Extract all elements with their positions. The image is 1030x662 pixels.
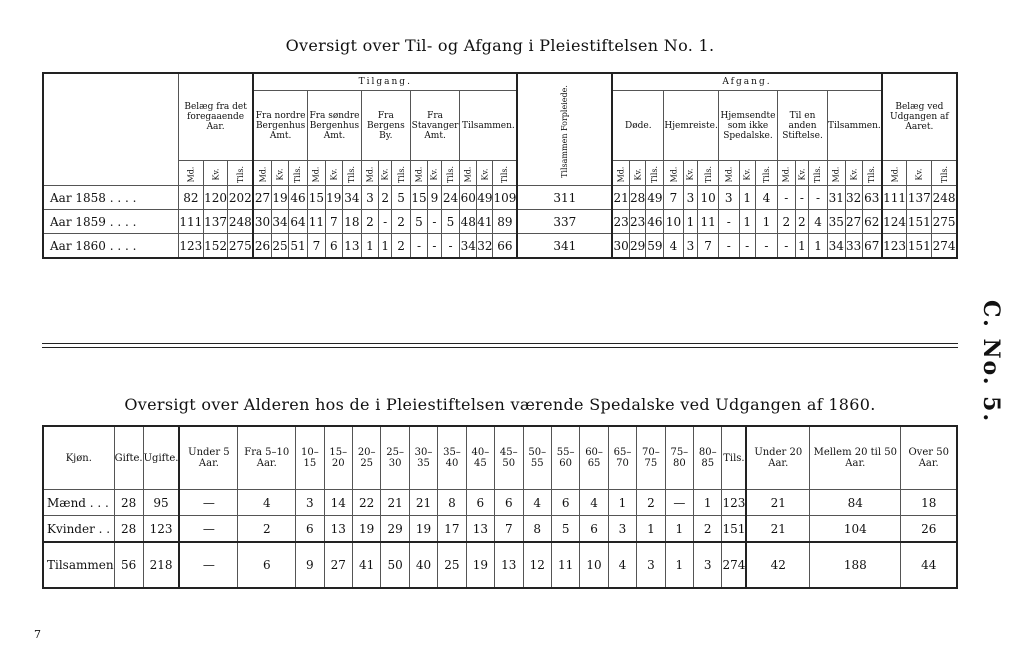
table-cell: 41 bbox=[477, 210, 493, 234]
table-cell: 5 bbox=[410, 210, 427, 234]
table-cell: 27 bbox=[324, 542, 352, 588]
subheader-cell: Kv. bbox=[739, 161, 755, 186]
table-cell: 15 bbox=[308, 186, 326, 210]
table-alder bbox=[42, 425, 958, 589]
table-cell: 21 bbox=[746, 490, 809, 516]
table-cell: 49 bbox=[646, 186, 664, 210]
table-cell: 123 bbox=[882, 234, 907, 259]
table-cell: 120 bbox=[203, 186, 228, 210]
table-cell: 6 bbox=[466, 490, 494, 516]
table-cell: 25 bbox=[271, 234, 288, 259]
table-cell: 10 bbox=[664, 210, 683, 234]
table-cell: 11 bbox=[308, 210, 326, 234]
table-cell: 32 bbox=[477, 234, 493, 259]
table-cell: 89 bbox=[493, 210, 517, 234]
header-til-anden: Til en anden Stiftelse. bbox=[778, 91, 828, 161]
row-label: Kvinder . . bbox=[43, 516, 114, 543]
table1-title: Oversigt over Til- og Afgang i Pleiestiftelsen No. 1. bbox=[285, 36, 715, 55]
subheader-cell: Kv. bbox=[845, 161, 862, 186]
table-cell: 1 bbox=[739, 210, 755, 234]
divider-line bbox=[42, 343, 958, 344]
column-header: Under 5 Aar. bbox=[179, 426, 237, 490]
table-cell: 3 bbox=[683, 234, 698, 259]
table-cell: 34 bbox=[460, 234, 477, 259]
table-cell: 341 bbox=[517, 234, 612, 259]
table-cell: 2 bbox=[379, 186, 392, 210]
table-cell: 6 bbox=[325, 234, 342, 259]
table-cell: 40 bbox=[409, 542, 437, 588]
subheader-cell: Md. bbox=[361, 161, 378, 186]
table-cell: 27 bbox=[845, 210, 862, 234]
table-cell: 82 bbox=[179, 186, 204, 210]
table-cell: 1 bbox=[665, 542, 693, 588]
table-cell: 337 bbox=[517, 210, 612, 234]
table-cell: 15 bbox=[410, 186, 427, 210]
row-label: Aar 1859 . . . . bbox=[43, 210, 179, 234]
table-cell: 66 bbox=[493, 234, 517, 259]
table-cell: 218 bbox=[143, 542, 179, 588]
table-cell: 123 bbox=[143, 516, 179, 543]
table-cell: 4 bbox=[580, 490, 608, 516]
table-cell: 21 bbox=[409, 490, 437, 516]
table-cell: 3 bbox=[683, 186, 698, 210]
subheader-cell: Kv. bbox=[428, 161, 441, 186]
table-cell: 23 bbox=[630, 210, 646, 234]
header-group-tilgang: Tilgang. bbox=[253, 73, 517, 91]
rowlabel-header bbox=[43, 73, 179, 186]
table2-title: Oversigt over Alderen hos de i Pleiestiftelsen værende Spedalske ved Udgangen af 1860. bbox=[124, 395, 876, 414]
table-cell: 2 bbox=[238, 516, 296, 543]
table-cell: 104 bbox=[810, 516, 901, 543]
subheader-cell: Tils. bbox=[698, 161, 719, 186]
subheader-cell: Md. bbox=[718, 161, 739, 186]
table-cell: 4 bbox=[664, 234, 683, 259]
side-label: C. No. 5. bbox=[978, 300, 1004, 424]
table-cell: 30 bbox=[612, 234, 629, 259]
table-cell: 11 bbox=[698, 210, 719, 234]
subheader-cell: Kv. bbox=[325, 161, 342, 186]
table-cell: 1 bbox=[665, 516, 693, 543]
table-cell: 28 bbox=[114, 516, 143, 543]
column-header: 80–85 bbox=[694, 426, 722, 490]
table-cell: 7 bbox=[325, 210, 342, 234]
table-cell: 41 bbox=[352, 542, 380, 588]
table-cell: 95 bbox=[143, 490, 179, 516]
row-label: Aar 1858 . . . . bbox=[43, 186, 179, 210]
row-label: Aar 1860 . . . . bbox=[43, 234, 179, 259]
table-cell: 14 bbox=[324, 490, 352, 516]
table-cell: 6 bbox=[296, 516, 324, 543]
table-cell: 30 bbox=[253, 210, 271, 234]
table-cell: 56 bbox=[114, 542, 143, 588]
table-cell: 31 bbox=[827, 186, 845, 210]
table-cell: 19 bbox=[409, 516, 437, 543]
table-cell: - bbox=[778, 186, 795, 210]
table-cell: - bbox=[755, 234, 777, 259]
table-cell: 18 bbox=[342, 210, 361, 234]
column-header: 15–20 bbox=[324, 426, 352, 490]
column-header: 70–75 bbox=[637, 426, 665, 490]
subheader-cell: Md. bbox=[460, 161, 477, 186]
subheader-cell: Tils. bbox=[809, 161, 828, 186]
subheader-cell: Kv. bbox=[630, 161, 646, 186]
table-cell: 2 bbox=[778, 210, 795, 234]
table-cell: 2 bbox=[694, 516, 722, 543]
header-group-afgang: Afgang. bbox=[612, 73, 882, 91]
table-cell: - bbox=[718, 234, 739, 259]
header-bergens: Fra Bergens By. bbox=[361, 91, 410, 161]
table-cell: 34 bbox=[271, 210, 288, 234]
table-cell: 12 bbox=[523, 542, 551, 588]
table-cell: 18 bbox=[901, 490, 957, 516]
table-cell: 151 bbox=[907, 210, 932, 234]
table-cell: 5 bbox=[551, 516, 579, 543]
subheader-cell: Kv. bbox=[907, 161, 932, 186]
table-cell: - bbox=[410, 234, 427, 259]
header-tilsammen-in: Tilsammen. bbox=[460, 91, 518, 161]
table-cell: 6 bbox=[551, 490, 579, 516]
table-cell: 32 bbox=[845, 186, 862, 210]
page-mark: 7 bbox=[34, 628, 41, 641]
table-row bbox=[43, 516, 957, 543]
table-cell: 27 bbox=[253, 186, 271, 210]
column-header: Tils. bbox=[722, 426, 746, 490]
subheader-cell: Tils. bbox=[228, 161, 253, 186]
header-dode: Døde. bbox=[612, 91, 664, 161]
table-cell: — bbox=[179, 490, 237, 516]
table-cell: 8 bbox=[438, 490, 466, 516]
table-cell: 23 bbox=[612, 210, 629, 234]
table-row bbox=[43, 542, 957, 588]
table-cell: 13 bbox=[466, 516, 494, 543]
table-row bbox=[43, 490, 957, 516]
table-cell: 2 bbox=[795, 210, 809, 234]
subheader-cell: Kv. bbox=[683, 161, 698, 186]
table-cell: 13 bbox=[342, 234, 361, 259]
table-cell: 4 bbox=[523, 490, 551, 516]
column-header: Mellem 20 til 50 Aar. bbox=[810, 426, 901, 490]
table-cell: 123 bbox=[179, 234, 204, 259]
table-cell: 248 bbox=[228, 210, 253, 234]
subheader-cell: Tils. bbox=[932, 161, 957, 186]
table-cell: - bbox=[809, 186, 828, 210]
table-cell: 152 bbox=[203, 234, 228, 259]
subheader-cell: Tils. bbox=[289, 161, 308, 186]
column-header: 25–30 bbox=[381, 426, 409, 490]
header-nordre: Fra nordre Bergenhus Amt. bbox=[253, 91, 307, 161]
table-cell: 42 bbox=[746, 542, 809, 588]
table-cell: 50 bbox=[381, 542, 409, 588]
table-cell: 1 bbox=[361, 234, 378, 259]
subheader-cell: Kv. bbox=[379, 161, 392, 186]
table-cell: 7 bbox=[664, 186, 683, 210]
row-label: Tilsammen bbox=[43, 542, 114, 588]
table-cell: 1 bbox=[755, 210, 777, 234]
subheader-cell: Tils. bbox=[755, 161, 777, 186]
table-cell: 1 bbox=[739, 186, 755, 210]
table-cell: 2 bbox=[361, 210, 378, 234]
table-cell: 111 bbox=[882, 186, 907, 210]
table-cell: 9 bbox=[428, 186, 441, 210]
table-cell: 34 bbox=[342, 186, 361, 210]
table-cell: — bbox=[179, 542, 237, 588]
table-cell: - bbox=[379, 210, 392, 234]
table-cell: 248 bbox=[932, 186, 957, 210]
table-cell: 1 bbox=[683, 210, 698, 234]
table-cell: 6 bbox=[580, 516, 608, 543]
divider-line bbox=[42, 347, 958, 348]
table-cell: 3 bbox=[296, 490, 324, 516]
table-cell: — bbox=[665, 490, 693, 516]
column-header: Under 20 Aar. bbox=[746, 426, 809, 490]
table-cell: 60 bbox=[460, 186, 477, 210]
table-cell: 2 bbox=[637, 490, 665, 516]
header-forpleiede: Tilsammen Forpleiede. bbox=[517, 73, 612, 186]
table-cell: 2 bbox=[392, 234, 410, 259]
subheader-cell: Tils. bbox=[342, 161, 361, 186]
table-cell: 111 bbox=[179, 210, 204, 234]
table-row bbox=[43, 186, 957, 210]
table-cell: 34 bbox=[827, 234, 845, 259]
column-header: 40–45 bbox=[466, 426, 494, 490]
table-cell: 109 bbox=[493, 186, 517, 210]
column-header: Fra 5–10 Aar. bbox=[238, 426, 296, 490]
table-cell: - bbox=[718, 210, 739, 234]
table-cell: 151 bbox=[907, 234, 932, 259]
table-cell: - bbox=[778, 234, 795, 259]
table-cell: 5 bbox=[392, 186, 410, 210]
table-cell: 6 bbox=[495, 490, 523, 516]
table-cell: - bbox=[441, 234, 460, 259]
table-cell: 202 bbox=[228, 186, 253, 210]
table-cell: 26 bbox=[253, 234, 271, 259]
subheader-cell: Md. bbox=[612, 161, 629, 186]
table-cell: 124 bbox=[882, 210, 907, 234]
header-stavanger: Fra Stavanger Amt. bbox=[410, 91, 460, 161]
subheader-cell: Kv. bbox=[477, 161, 493, 186]
table-cell: 7 bbox=[495, 516, 523, 543]
table-cell: 4 bbox=[238, 490, 296, 516]
table-cell: 1 bbox=[379, 234, 392, 259]
table-cell: 63 bbox=[862, 186, 882, 210]
table-cell: 151 bbox=[722, 516, 746, 543]
table-cell: 29 bbox=[381, 516, 409, 543]
table-cell: 59 bbox=[646, 234, 664, 259]
table-cell: 29 bbox=[630, 234, 646, 259]
table-til-afgang bbox=[42, 72, 958, 259]
subheader-cell: Md. bbox=[664, 161, 683, 186]
table-cell: 137 bbox=[203, 210, 228, 234]
column-header: 65–70 bbox=[608, 426, 636, 490]
column-header: Over 50 Aar. bbox=[901, 426, 957, 490]
table-cell: 21 bbox=[612, 186, 629, 210]
table-cell: - bbox=[428, 234, 441, 259]
table-cell: 1 bbox=[694, 490, 722, 516]
table-cell: 35 bbox=[827, 210, 845, 234]
table-cell: 11 bbox=[551, 542, 579, 588]
table-row bbox=[43, 234, 957, 259]
table-cell: 188 bbox=[810, 542, 901, 588]
table-cell: 1 bbox=[809, 234, 828, 259]
column-header: 60–65 bbox=[580, 426, 608, 490]
table-cell: 22 bbox=[352, 490, 380, 516]
subheader-cell: Md. bbox=[308, 161, 326, 186]
table-cell: 46 bbox=[646, 210, 664, 234]
table-cell: 3 bbox=[637, 542, 665, 588]
table-cell: 4 bbox=[809, 210, 828, 234]
column-header: 50–55 bbox=[523, 426, 551, 490]
table-cell: 64 bbox=[289, 210, 308, 234]
subheader-cell: Md. bbox=[410, 161, 427, 186]
row-label: Mænd . . . bbox=[43, 490, 114, 516]
table-cell: 3 bbox=[361, 186, 378, 210]
table-cell: 275 bbox=[228, 234, 253, 259]
column-header: Ugifte. bbox=[143, 426, 179, 490]
subheader-cell: Tils. bbox=[493, 161, 517, 186]
subheader-cell: Kv. bbox=[203, 161, 228, 186]
table-cell: 4 bbox=[755, 186, 777, 210]
table-cell: - bbox=[428, 210, 441, 234]
table-cell: 62 bbox=[862, 210, 882, 234]
table-cell: 28 bbox=[630, 186, 646, 210]
subheader-cell: Md. bbox=[778, 161, 795, 186]
table-cell: 10 bbox=[580, 542, 608, 588]
table-cell: 24 bbox=[441, 186, 460, 210]
table-cell: — bbox=[179, 516, 237, 543]
column-header: 75–80 bbox=[665, 426, 693, 490]
column-header: 20–25 bbox=[352, 426, 380, 490]
table-cell: 51 bbox=[289, 234, 308, 259]
table-cell: 8 bbox=[523, 516, 551, 543]
table-cell: 33 bbox=[845, 234, 862, 259]
table-cell: 19 bbox=[466, 542, 494, 588]
table-row bbox=[43, 210, 957, 234]
column-header: 10–15 bbox=[296, 426, 324, 490]
table-cell: 7 bbox=[308, 234, 326, 259]
column-header: Kjøn. bbox=[43, 426, 114, 490]
table-cell: 3 bbox=[608, 516, 636, 543]
table-cell: 5 bbox=[441, 210, 460, 234]
subheader-cell: Md. bbox=[827, 161, 845, 186]
subheader-cell: Md. bbox=[179, 161, 204, 186]
table-cell: 7 bbox=[698, 234, 719, 259]
column-header: 45–50 bbox=[495, 426, 523, 490]
subheader-cell: Tils. bbox=[862, 161, 882, 186]
table-cell: 10 bbox=[698, 186, 719, 210]
table-cell: 274 bbox=[932, 234, 957, 259]
table-cell: - bbox=[739, 234, 755, 259]
table-cell: 19 bbox=[271, 186, 288, 210]
table-cell: 48 bbox=[460, 210, 477, 234]
header-hjemsendte: Hjemsendte som ikke Spedalske. bbox=[718, 91, 777, 161]
subheader-cell: Tils. bbox=[441, 161, 460, 186]
table-cell: 28 bbox=[114, 490, 143, 516]
table-cell: 17 bbox=[438, 516, 466, 543]
table-cell: 1 bbox=[637, 516, 665, 543]
table-cell: 21 bbox=[381, 490, 409, 516]
subheader-cell: Tils. bbox=[392, 161, 410, 186]
subheader-cell: Md. bbox=[253, 161, 271, 186]
subheader-cell: Kv. bbox=[271, 161, 288, 186]
table-cell: 67 bbox=[862, 234, 882, 259]
column-header: Gifte. bbox=[114, 426, 143, 490]
header-hjemreiste: Hjemreiste. bbox=[664, 91, 718, 161]
table-cell: 21 bbox=[746, 516, 809, 543]
table-cell: 4 bbox=[608, 542, 636, 588]
table-cell: 275 bbox=[932, 210, 957, 234]
table-cell: 1 bbox=[608, 490, 636, 516]
table-cell: - bbox=[795, 186, 809, 210]
table-cell: 123 bbox=[722, 490, 746, 516]
table-cell: 9 bbox=[296, 542, 324, 588]
column-header: 55–60 bbox=[551, 426, 579, 490]
table-cell: 3 bbox=[718, 186, 739, 210]
table-cell: 49 bbox=[477, 186, 493, 210]
table-cell: 3 bbox=[694, 542, 722, 588]
table-cell: 13 bbox=[495, 542, 523, 588]
subheader-cell: Md. bbox=[882, 161, 907, 186]
table-cell: 13 bbox=[324, 516, 352, 543]
table-cell: 6 bbox=[238, 542, 296, 588]
table-cell: 84 bbox=[810, 490, 901, 516]
header-sondre: Fra søndre Bergenhus Amt. bbox=[308, 91, 362, 161]
table-cell: 19 bbox=[325, 186, 342, 210]
header-beleg-fra: Belæg fra det foregaaende Aar. bbox=[179, 73, 254, 161]
table-cell: 26 bbox=[901, 516, 957, 543]
subheader-cell: Tils. bbox=[646, 161, 664, 186]
table-cell: 46 bbox=[289, 186, 308, 210]
table-cell: 1 bbox=[795, 234, 809, 259]
table-cell: 137 bbox=[907, 186, 932, 210]
column-header: 30–35 bbox=[409, 426, 437, 490]
table-cell: 44 bbox=[901, 542, 957, 588]
table-cell: 311 bbox=[517, 186, 612, 210]
table-cell: 274 bbox=[722, 542, 746, 588]
header-beleg-ved: Belæg ved Udgangen af Aaret. bbox=[882, 73, 957, 161]
header-tilsammen-out: Tilsammen. bbox=[827, 91, 881, 161]
subheader-cell: Kv. bbox=[795, 161, 809, 186]
column-header: 35–40 bbox=[438, 426, 466, 490]
table-cell: 2 bbox=[392, 210, 410, 234]
table-cell: 19 bbox=[352, 516, 380, 543]
table-cell: 25 bbox=[438, 542, 466, 588]
